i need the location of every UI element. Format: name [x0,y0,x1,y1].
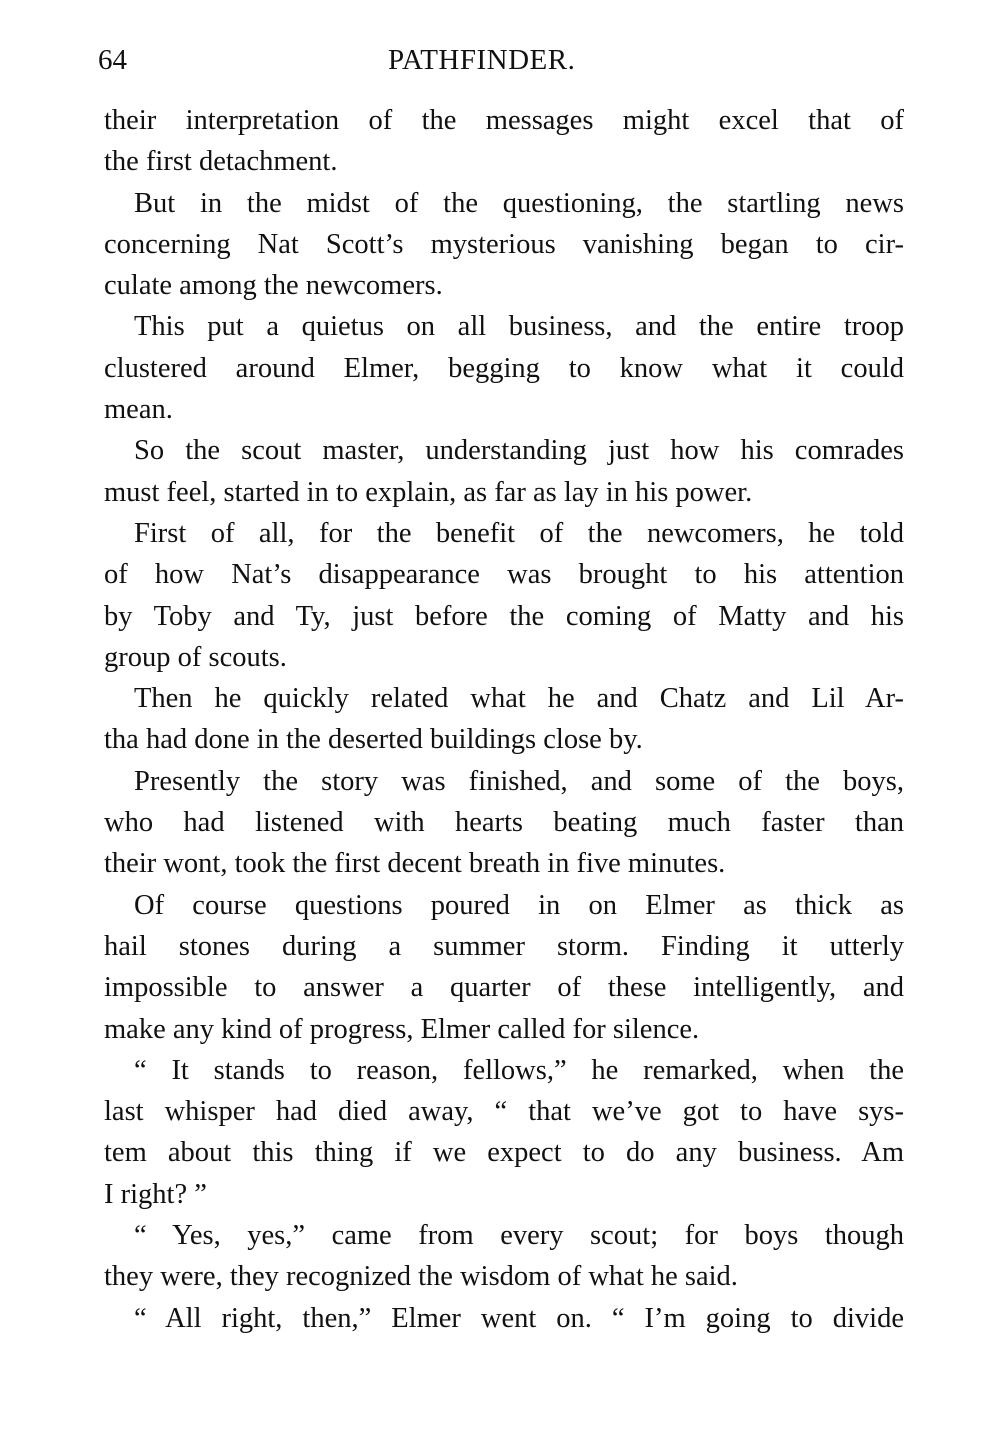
page-header [98,44,618,80]
text-line: Then he quickly related what he and Chatz and Lil Ar- [134,683,904,715]
running-title: PATHFINDER. [388,44,576,76]
text-line: the first detachment. [104,146,338,178]
text-line: last whisper had died away, “ that we’ve got to have sys- [104,1096,904,1128]
text-line: clustered around Elmer, begging to know what it could [104,352,904,384]
text-line: culate among the newcomers. [104,270,443,302]
text-line: “ All right, then,” Elmer went on. “ I’m going to divide [134,1302,904,1334]
text-line: “ It stands to reason, fellows,” he remarked, when the [134,1054,904,1086]
text-line: Of course questions poured in on Elmer as thick as [134,889,904,921]
body-text [104,100,904,1339]
text-line: who had listened with hearts beating much faster than [104,807,904,839]
text-line: hail stones during a summer storm. Finding it utterly [104,930,904,962]
text-line: group of scouts. [104,641,287,673]
text-line: This put a quietus on all business, and the entire troop [134,311,904,343]
text-line: mean. [104,394,173,426]
page-number: 64 [98,44,127,76]
text-line: Presently the story was finished, and some of the boys, [134,765,904,797]
text-line: I right? ” [104,1178,207,1210]
text-line: their wont, took the first decent breath in five minutes. [104,848,726,880]
text-line: must feel, started in to explain, as far as lay in his power. [104,476,753,508]
text-line: But in the midst of the questioning, the startling news [134,187,904,219]
text-line: they were, they recognized the wisdom of what he said. [104,1261,738,1293]
text-line: by Toby and Ty, just before the coming of Matty and his [104,600,904,632]
text-line: tem about this thing if we expect to do any business. Am [104,1137,904,1169]
text-line: of how Nat’s disappearance was brought to his attention [104,559,904,591]
text-line: impossible to answer a quarter of these intelligently, and [104,972,904,1004]
text-line: tha had done in the deserted buildings close by. [104,724,643,756]
text-line: concerning Nat Scott’s mysterious vanishing began to cir- [104,228,904,260]
text-line: “ Yes, yes,” came from every scout; for boys though [134,1220,904,1252]
text-line: First of all, for the benefit of the newcomers, he told [134,517,904,549]
text-line: their interpretation of the messages might excel that of [104,105,904,136]
text-line: make any kind of progress, Elmer called for silence. [104,1013,700,1045]
text-line: So the scout master, understanding just how his comrades [134,435,904,467]
